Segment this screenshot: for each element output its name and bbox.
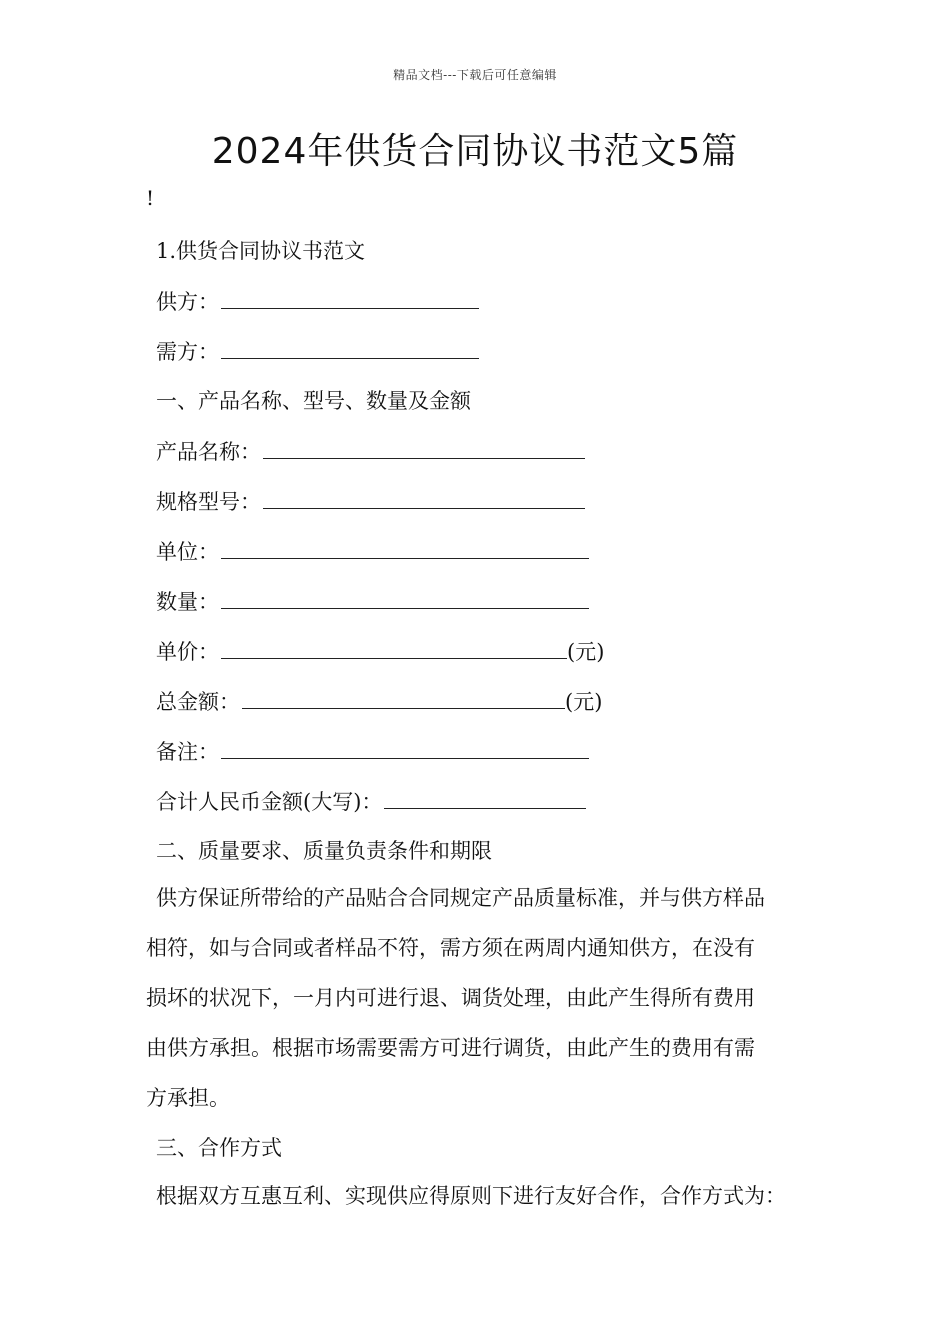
unit-blank[interactable] bbox=[221, 536, 589, 559]
supplier-blank[interactable] bbox=[221, 286, 479, 309]
buyer-field-row bbox=[156, 336, 479, 367]
spec-model-blank[interactable] bbox=[263, 486, 585, 509]
remarks-label: 备注： bbox=[156, 740, 219, 764]
supplier-label: 供方： bbox=[156, 290, 219, 314]
section-title: 1.供货合同协议书范文 bbox=[156, 239, 366, 263]
remarks-blank[interactable] bbox=[221, 736, 589, 759]
paragraph-line: 供方保证所带给的产品贴合合同规定产品质量标准，并与供方样品 bbox=[156, 886, 765, 910]
total-amount-blank[interactable] bbox=[242, 686, 565, 709]
section3-heading: 三、合作方式 bbox=[156, 1136, 282, 1160]
total-amount-row bbox=[156, 686, 602, 717]
supplier-field-row bbox=[156, 286, 479, 317]
unit-row bbox=[156, 536, 589, 567]
total-rmb-row bbox=[156, 786, 586, 817]
remarks-row bbox=[156, 736, 589, 767]
section1-heading: 一、产品名称、型号、数量及金额 bbox=[156, 389, 471, 413]
product-name-row bbox=[156, 436, 585, 467]
unit-label: 单位： bbox=[156, 540, 219, 564]
total-amount-label: 总金额： bbox=[156, 690, 240, 714]
quantity-blank[interactable] bbox=[221, 586, 589, 609]
section3-paragraph bbox=[146, 1171, 816, 1221]
quantity-row bbox=[156, 586, 589, 617]
paragraph-line: 方承担。 bbox=[146, 1086, 230, 1110]
spec-model-label: 规格型号： bbox=[156, 490, 261, 514]
section2-paragraph bbox=[146, 873, 816, 1123]
unit-price-label: 单价： bbox=[156, 640, 219, 664]
buyer-label: 需方： bbox=[156, 340, 219, 364]
product-name-blank[interactable] bbox=[263, 436, 585, 459]
unit-price-blank[interactable] bbox=[221, 636, 567, 659]
total-amount-suffix: (元) bbox=[565, 690, 603, 714]
spec-model-row bbox=[156, 486, 585, 517]
product-name-label: 产品名称： bbox=[156, 440, 261, 464]
paragraph-line: 损坏的状况下，一月内可进行退、调货处理，由此产生得所有费用 bbox=[146, 986, 755, 1010]
section2-heading: 二、质量要求、质量负责条件和期限 bbox=[156, 839, 492, 863]
document-title: 2024年供货合同协议书范文5篇 bbox=[211, 131, 739, 172]
total-rmb-blank[interactable] bbox=[384, 786, 586, 809]
exclamation-mark: ! bbox=[146, 186, 155, 210]
paragraph-line: 根据双方互惠互利、实现供应得原则下进行友好合作，合作方式为： bbox=[156, 1184, 786, 1208]
unit-price-row bbox=[156, 636, 604, 667]
total-rmb-label: 合计人民币金额(大写)： bbox=[156, 790, 383, 814]
unit-price-suffix: (元) bbox=[567, 640, 605, 664]
buyer-blank[interactable] bbox=[221, 336, 479, 359]
paragraph-line: 相符，如与合同或者样品不符，需方须在两周内通知供方，在没有 bbox=[146, 936, 755, 960]
paragraph-line: 由供方承担。根据市场需要需方可进行调货，由此产生的费用有需 bbox=[146, 1036, 755, 1060]
quantity-label: 数量： bbox=[156, 590, 219, 614]
page-header: 精品文档---下载后可任意编辑 bbox=[393, 68, 557, 82]
